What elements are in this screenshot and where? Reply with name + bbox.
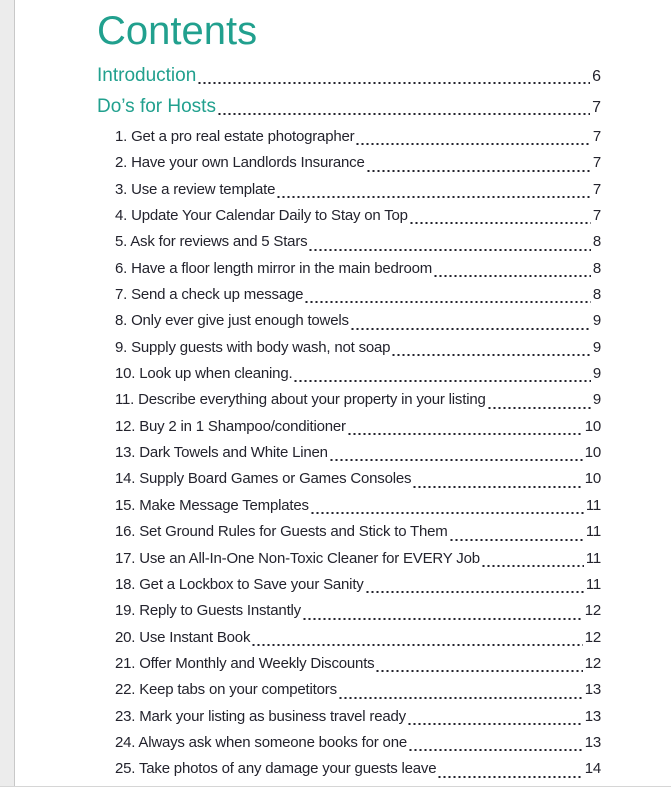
toc-entry[interactable] [115, 730, 601, 756]
dot-leader [350, 328, 591, 330]
page-canvas [16, 0, 671, 786]
dot-leader [347, 433, 583, 435]
toc-entry[interactable] [97, 91, 601, 122]
toc-entry-label: 25. Take photos of any damage your guests leave [115, 760, 437, 778]
toc-entry-label: 14. Supply Board Games or Games Consoles [115, 470, 412, 488]
toc-entry-label: 15. Make Message Templates [115, 496, 309, 514]
toc-entry[interactable] [115, 150, 601, 176]
toc-entry-label: Do’s for Hosts [97, 96, 216, 117]
toc-entry-label: 6. Have a floor length mirror in the main bedroom [115, 259, 433, 277]
toc-entry-page-number: 13 [584, 681, 601, 699]
toc-entry-page-number: 11 [585, 496, 601, 514]
toc-entry[interactable] [115, 546, 601, 572]
dot-leader [276, 196, 591, 198]
toc-entry[interactable] [115, 466, 601, 492]
toc-entry-page-number: 7 [592, 154, 601, 172]
dot-leader [391, 354, 591, 356]
toc-entry-page-number: 10 [584, 417, 601, 435]
toc-entry-page-number: 7 [592, 207, 601, 225]
toc-entry-page-number: 14 [584, 760, 601, 778]
dot-leader [449, 539, 584, 541]
dot-leader [375, 670, 582, 672]
toc-entry-label: 23. Mark your listing as business travel ready [115, 707, 406, 725]
toc-entry[interactable] [115, 282, 601, 308]
toc-entry-label: Introduction [97, 65, 197, 86]
toc-entry-label: 1. Get a pro real estate photographer [115, 128, 355, 145]
toc-entry-label: 18. Get a Lockbox to Save your Sanity [115, 575, 364, 593]
toc-entry[interactable] [115, 756, 601, 782]
toc-entry[interactable] [115, 361, 601, 387]
dot-leader [304, 301, 591, 303]
toc-entry-page-number: 10 [584, 444, 601, 462]
toc-entry-label: 12. Buy 2 in 1 Shampoo/conditioner [115, 417, 346, 435]
toc-entry-label: 3. Use a review template [115, 180, 276, 198]
toc-entry[interactable] [115, 704, 601, 730]
toc-entry-page-number: 10 [584, 470, 601, 488]
toc-entry-label: 7. Send a check up message [115, 286, 304, 304]
toc-entry[interactable] [115, 124, 601, 150]
dot-leader [302, 618, 583, 620]
toc-entry-page-number: 11 [585, 549, 601, 567]
toc-entry-page-number: 11 [585, 523, 601, 541]
toc-entry-page-number: 8 [592, 286, 601, 304]
dot-leader [407, 723, 583, 725]
toc-entry-page-number: 9 [592, 391, 601, 409]
toc-entry-page-number: 12 [584, 628, 601, 646]
toc-entry-label: 8. Only ever give just enough towels [115, 312, 349, 330]
toc-entry-label: 20. Use Instant Book [115, 628, 251, 646]
page-bottom-divider [0, 786, 671, 787]
toc-entry-label: 10. Look up when cleaning. [115, 365, 293, 383]
dot-leader [433, 275, 591, 277]
toc-entry-page-number: 13 [584, 707, 601, 725]
toc-entry-page-number: 9 [592, 365, 601, 383]
dot-leader [481, 565, 584, 567]
toc-entry[interactable] [115, 651, 601, 677]
toc-entry-label: 2. Have your own Landlords Insurance [115, 154, 365, 172]
table-of-contents [16, 60, 671, 783]
dot-leader [310, 512, 584, 514]
toc-entry[interactable] [115, 598, 601, 624]
toc-entry[interactable] [115, 493, 601, 519]
toc-entry-page-number: 6 [592, 68, 601, 85]
toc-entry-page-number: 8 [592, 233, 601, 251]
toc-entry-label: 17. Use an All-In-One Non-Toxic Cleaner for EVERY Job [115, 549, 480, 567]
contents-title: Contents [97, 9, 258, 53]
toc-entry-label: 13. Dark Towels and White Linen [115, 444, 328, 462]
dot-leader [197, 82, 590, 84]
window-edge-strip [0, 0, 15, 786]
toc-entry[interactable] [115, 177, 601, 203]
toc-entry[interactable] [115, 229, 601, 255]
dot-leader [217, 113, 590, 115]
toc-entry[interactable] [115, 203, 601, 229]
toc-entry-page-number: 13 [584, 733, 601, 751]
toc-entry[interactable] [115, 308, 601, 334]
toc-entry[interactable] [115, 440, 601, 466]
toc-entry-page-number: 11 [585, 575, 601, 593]
dot-leader [409, 222, 591, 224]
dot-leader [408, 749, 583, 751]
toc-entry-page-number: 7 [592, 128, 601, 145]
toc-entry-label: 4. Update Your Calendar Daily to Stay on Top [115, 207, 408, 225]
dot-leader [355, 143, 590, 145]
toc-entry[interactable] [97, 60, 601, 91]
dot-leader [366, 170, 591, 172]
toc-entry-label: 21. Offer Monthly and Weekly Discounts [115, 654, 375, 672]
dot-leader [487, 407, 591, 409]
toc-entry-label: 24. Always ask when someone books for one [115, 733, 407, 751]
toc-entry-page-number: 8 [592, 259, 601, 277]
toc-entry-label: 11. Describe everything about your property in your listing [115, 391, 486, 409]
toc-entry-page-number: 9 [592, 338, 601, 356]
dot-leader [251, 644, 582, 646]
toc-entry[interactable] [115, 519, 601, 545]
dot-leader [412, 486, 582, 488]
dot-leader [365, 591, 584, 593]
dot-leader [329, 459, 583, 461]
toc-entry[interactable] [115, 256, 601, 282]
toc-entry-label: 9. Supply guests with body wash, not soap [115, 338, 391, 356]
dot-leader [338, 697, 583, 699]
toc-entry-label: 19. Reply to Guests Instantly [115, 602, 301, 620]
toc-entry-page-number: 12 [584, 654, 601, 672]
toc-entry[interactable] [115, 387, 601, 413]
toc-item-list [16, 124, 671, 783]
dot-leader [437, 776, 582, 778]
toc-entry[interactable] [115, 677, 601, 703]
dot-leader [293, 380, 590, 382]
toc-entry[interactable] [115, 414, 601, 440]
toc-entry[interactable] [115, 572, 601, 598]
toc-entry-label: 5. Ask for reviews and 5 Stars [115, 233, 308, 251]
toc-entry-label: 16. Set Ground Rules for Guests and Stick to Them [115, 523, 448, 541]
dot-leader [308, 249, 590, 251]
toc-entry-page-number: 7 [592, 99, 601, 116]
toc-entry[interactable] [115, 335, 601, 361]
toc-entry-page-number: 12 [584, 602, 601, 620]
toc-entry[interactable] [115, 625, 601, 651]
toc-entry-page-number: 9 [592, 312, 601, 330]
toc-entry-page-number: 7 [592, 180, 601, 198]
toc-entry-label: 22. Keep tabs on your competitors [115, 681, 337, 699]
